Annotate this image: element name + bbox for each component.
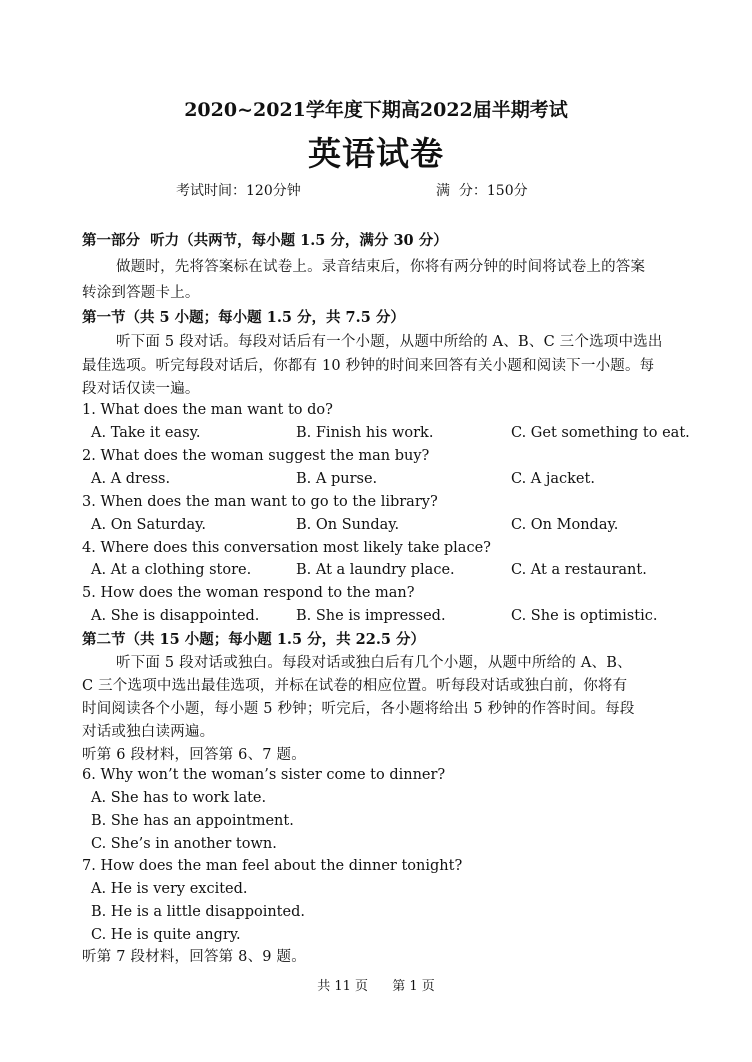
- question-7: 7. How does the man feel about the dinner tonight?: [82, 858, 463, 874]
- q2-option-b: B. A purse.: [296, 471, 378, 487]
- material-6-instruction: 听第 6 段材料，回答第 6、7 题。: [82, 747, 306, 763]
- q5-option-c: C. She is optimistic.: [511, 608, 658, 624]
- section2-heading: 第二节（共 15 小题；每小题 1.5 分，共 22.5 分）: [82, 631, 426, 648]
- question-5: 5. How does the woman respond to the man?: [82, 585, 415, 601]
- section1-instruction-line2: 最佳选项。听完每段对话后，你都有 10 秒钟的时间来回答有关小题和阅读下一小题。每: [82, 358, 655, 374]
- q3-option-a: A. On Saturday.: [91, 517, 207, 533]
- section1-instruction-line3: 段对话仅读一遍。: [82, 381, 200, 397]
- q6-option-c: C. She’s in another town.: [91, 836, 277, 852]
- q3-option-b: B. On Sunday.: [296, 517, 400, 533]
- q7-option-a: A. He is very excited.: [91, 881, 248, 897]
- q6-option-a: A. She has to work late.: [91, 790, 267, 806]
- q1-option-b: B. Finish his work.: [296, 425, 434, 441]
- q5-option-b: B. She is impressed.: [296, 608, 446, 624]
- q1-option-a: A. Take it easy.: [91, 425, 201, 441]
- q7-option-b: B. He is a little disappointed.: [91, 904, 305, 920]
- q2-option-a: A. A dress.: [91, 471, 171, 487]
- part1-instruction-line1: 做题时，先将答案标在试卷上。录音结束后，你将有两分钟的时间将试卷上的答案: [116, 259, 646, 275]
- full-score: 满 分：150分: [436, 183, 528, 199]
- question-1: 1. What does the man want to do?: [82, 402, 333, 418]
- section2-instruction-line1: 听下面 5 段对话或独白。每段对话或独白后有几个小题，从题中所给的 A、B、: [116, 655, 632, 671]
- q4-option-c: C. At a restaurant.: [511, 562, 647, 578]
- q5-option-a: A. She is disappointed.: [91, 608, 260, 624]
- total-pages: 共 11 页: [317, 979, 369, 994]
- page-number: 第 1 页: [392, 979, 435, 994]
- section2-instruction-line2: C 三个选项中选出最佳选项，并标在试卷的相应位置。听每段对话或独白前，你将有: [82, 678, 628, 694]
- material-7-instruction: 听第 7 段材料，回答第 8、9 题。: [82, 949, 306, 965]
- section2-instruction-line3: 时间阅读各个小题，每小题 5 秒钟；听完后，各小题将给出 5 秒钟的作答时间。每段: [82, 701, 635, 717]
- subject-title: 英语试卷: [308, 134, 444, 173]
- section2-instruction-line4: 对话或独白读两遍。: [82, 724, 215, 740]
- section1-heading: 第一节（共 5 小题；每小题 1.5 分，共 7.5 分）: [82, 309, 405, 326]
- q4-option-b: B. At a laundry place.: [296, 562, 455, 578]
- question-3: 3. When does the man want to go to the library?: [82, 494, 438, 510]
- part1-heading: 第一部分 听力（共两节，每小题 1.5 分，满分 30 分）: [82, 232, 448, 249]
- q6-option-b: B. She has an appointment.: [91, 813, 294, 829]
- section1-instruction-line1: 听下面 5 段对话。每段对话后有一个小题，从题中所给的 A、B、C 三个选项中选出: [116, 334, 663, 350]
- page-footer: [0, 975, 752, 994]
- question-2: 2. What does the woman suggest the man buy?: [82, 448, 430, 464]
- q2-option-c: C. A jacket.: [511, 471, 595, 487]
- exam-title: 2020~2021学年度下期高2022届半期考试: [184, 99, 568, 121]
- q7-option-c: C. He is quite angry.: [91, 927, 241, 943]
- exam-time: 考试时间：120分钟: [176, 183, 301, 199]
- q3-option-c: C. On Monday.: [511, 517, 619, 533]
- q1-option-c: C. Get something to eat.: [511, 425, 690, 441]
- question-6: 6. Why won’t the woman’s sister come to dinner?: [82, 767, 446, 783]
- part1-instruction-line2: 转涂到答题卡上。: [82, 285, 200, 301]
- question-4: 4. Where does this conversation most likely take place?: [82, 540, 491, 556]
- q4-option-a: A. At a clothing store.: [91, 562, 252, 578]
